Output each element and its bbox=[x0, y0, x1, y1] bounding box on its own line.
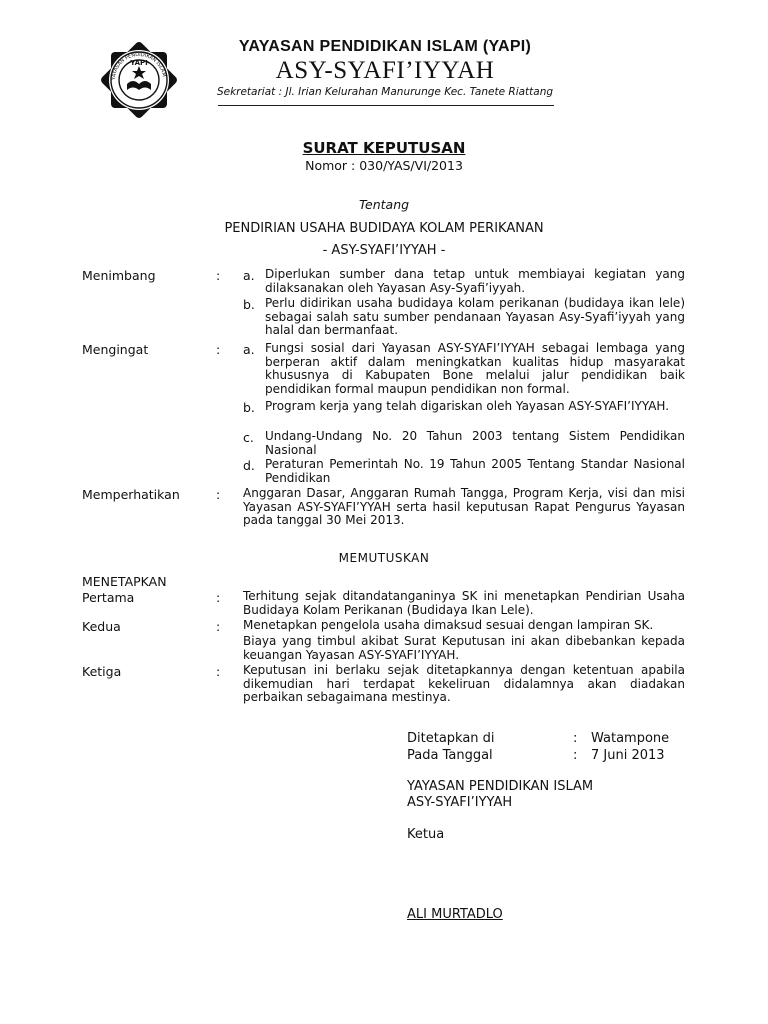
mengingat-d-letter: d. bbox=[243, 458, 255, 473]
mengingat-c-text: Undang-Undang No. 20 Tahun 2003 tentang Sistem Pendidikan Nasional bbox=[265, 429, 685, 457]
signature-org-line-1: YAYASAN PENDIDIKAN ISLAM bbox=[407, 779, 594, 794]
memperhatikan-colon: : bbox=[216, 487, 221, 502]
mengingat-a-text: Fungsi sosial dari Yayasan ASY-SYAFI’IYYAH sebagai lembaga yang berperan aktif dalam meningkatkan kualitas hidup masyarakat khususnya di Kabupaten Bone melalui jalur pendidikan baik pendidikan formal maupun pendidikan non formal. bbox=[265, 341, 685, 396]
yapi-logo-icon bbox=[97, 38, 181, 122]
document-title: SURAT KEPUTUSAN bbox=[302, 139, 466, 157]
menimbang-a-text: Diperlukan sumber dana tetap untuk membiayai kegiatan yang dilaksanakan oleh Yayasan Asy-Syafi’iyyah. bbox=[265, 267, 685, 295]
org-name: YAYASAN PENDIDIKAN ISLAM (YAPI) bbox=[238, 38, 532, 55]
kedua-colon: : bbox=[216, 619, 221, 634]
memperhatikan-text: Anggaran Dasar, Anggaran Rumah Tangga, Program Kerja, visi dan misi Yayasan ASY-SYAFI’YYAH serta hasil keputusan Rapat Pengurus Yayasan pada tanggal 30 Mei 2013. bbox=[243, 486, 685, 527]
pertama-label: Pertama bbox=[82, 590, 135, 605]
mengingat-label: Mengingat bbox=[82, 342, 149, 357]
logo-text: YAPI bbox=[130, 59, 148, 67]
header-rule bbox=[218, 105, 554, 106]
memutuskan-heading: MEMUTUSKAN bbox=[338, 551, 430, 565]
mengingat-c-letter: c. bbox=[243, 430, 254, 445]
menimbang-colon: : bbox=[216, 268, 221, 283]
menimbang-label: Menimbang bbox=[82, 268, 156, 283]
pertama-colon: : bbox=[216, 590, 221, 605]
place-colon: : bbox=[573, 731, 578, 746]
ketiga-label: Ketiga bbox=[82, 664, 122, 679]
signatory-name: ALI MURTADLO bbox=[407, 907, 503, 922]
mengingat-d-text: Peraturan Pemerintah No. 19 Tahun 2005 Tentang Standar Nasional Pendidikan bbox=[265, 457, 685, 485]
menimbang-a-letter: a. bbox=[243, 268, 255, 283]
date-colon: : bbox=[573, 748, 578, 763]
ketiga-colon: : bbox=[216, 664, 221, 679]
document-subject-sub: - ASY-SYAFI’IYYAH - bbox=[322, 243, 446, 258]
kedua-label: Kedua bbox=[82, 619, 121, 634]
date-label: Pada Tanggal bbox=[407, 748, 493, 763]
mengingat-a-letter: a. bbox=[243, 342, 255, 357]
kedua-text-2: Biaya yang timbul akibat Surat Keputusan ini akan dibebankan kepada keuangan Yayasan ASY-SYAFI’IYYAH. bbox=[243, 634, 685, 662]
signature-org-line-2: ASY-SYAFI’IYYAH bbox=[407, 795, 513, 810]
logo-ring-text: YAYASAN PENDIDIKAN ISLAM bbox=[110, 51, 167, 81]
place-value: Watampone bbox=[591, 731, 670, 746]
signature-position: Ketua bbox=[407, 827, 445, 842]
org-address: Sekretariat : Jl. Irian Kelurahan Manurunge Kec. Tanete Riattang bbox=[216, 86, 554, 98]
date-value: 7 Juni 2013 bbox=[591, 748, 665, 763]
tentang-label: Tentang bbox=[358, 197, 410, 212]
document-number: Nomor : 030/YAS/VI/2013 bbox=[305, 158, 463, 173]
menimbang-b-letter: b. bbox=[243, 297, 255, 312]
ketiga-text: Keputusan ini berlaku sejak ditetapkannya dengan ketentuan apabila dikemudian hari terdapat kekeliruan didalamnya akan diadakan perbaikan sebagaimana mestinya. bbox=[243, 663, 685, 704]
org-brand: ASY-SYAFI’IYYAH bbox=[275, 57, 495, 84]
memperhatikan-label: Memperhatikan bbox=[82, 487, 180, 502]
menetapkan-label: MENETAPKAN bbox=[82, 574, 167, 589]
kedua-text-1: Menetapkan pengelola usaha dimaksud sesuai dengan lampiran SK. bbox=[243, 618, 654, 632]
menimbang-b-text: Perlu didirikan usaha budidaya kolam perikanan (budidaya ikan lele) sebagai salah satu sumber pendanaan Yayasan Asy-Syafi’iyyah yang halal dan bermanfaat. bbox=[265, 296, 685, 337]
mengingat-b-letter: b. bbox=[243, 400, 255, 415]
document-subject: PENDIRIAN USAHA BUDIDAYA KOLAM PERIKANAN bbox=[224, 221, 544, 236]
pertama-text: Terhitung sejak ditandatanganinya SK ini menetapkan Pendirian Usaha Budidaya Kolam Perikanan (Budidaya Ikan Lele). bbox=[243, 589, 685, 617]
place-label: Ditetapkan di bbox=[407, 731, 495, 746]
mengingat-colon: : bbox=[216, 342, 221, 357]
mengingat-b-text: Program kerja yang telah digariskan oleh Yayasan ASY-SYAFI’IYYAH. bbox=[265, 399, 670, 413]
